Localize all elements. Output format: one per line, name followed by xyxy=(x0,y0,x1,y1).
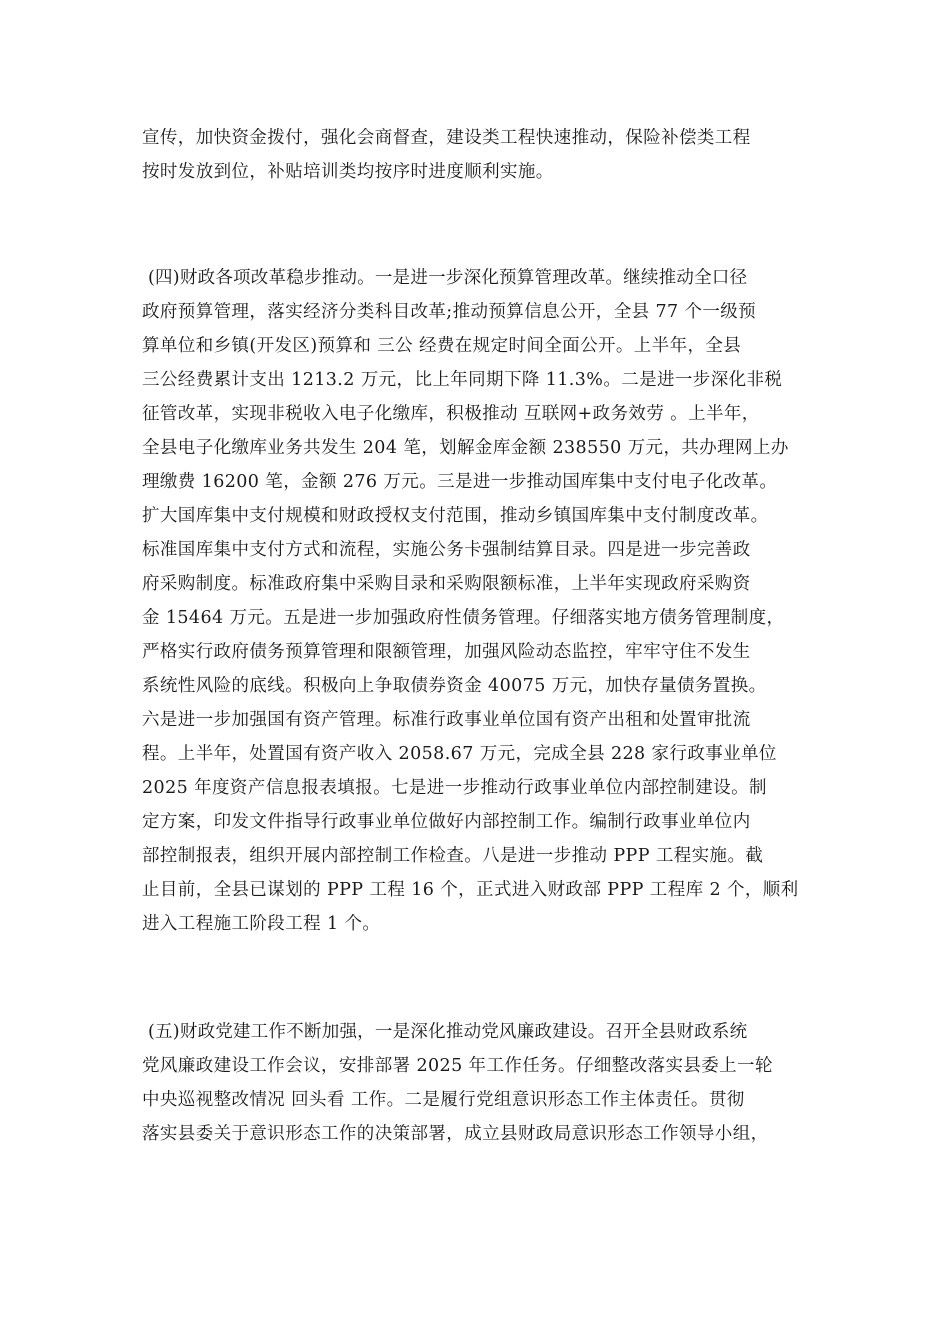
paragraph-2-line-6: 全县电子化缴库业务共发生 204 笔，划解金库金额 238550 万元，共办理网上办 xyxy=(142,438,789,458)
paragraph-3-line-1: (五)财政党建工作不断加强，一是深化推动党风廉政建设。召开全县财政系统 xyxy=(148,1022,748,1042)
paragraph-2-line-3: 算单位和乡镇(开发区)预算和 三公 经费在规定时间全面公开。上半年，全县 xyxy=(142,336,742,356)
paragraph-1-line-2: 按时发放到位，补贴培训类均按序时进度顺利实施。 xyxy=(142,162,554,182)
paragraph-2-line-19: 止目前，全县已谋划的 PPP 工程 16 个，正式进入财政部 PPP 工程库 2 个，顺利 xyxy=(142,880,799,900)
paragraph-2-line-8: 扩大国库集中支付规模和财政授权支付范围，推动乡镇国库集中支付制度改革。 xyxy=(142,506,769,526)
paragraph-3-line-2: 党风廉政建设工作会议，安排部署 2025 年工作任务。仔细整改落实县委上一轮 xyxy=(142,1056,773,1076)
paragraph-2-line-15: 程。上半年，处置国有资产收入 2058.67 万元，完成全县 228 家行政事业单位 xyxy=(142,744,777,764)
paragraph-2-line-17: 定方案，印发文件指导行政事业单位做好内部控制工作。编制行政事业单位内 xyxy=(142,812,751,832)
paragraph-2-line-10: 府采购制度。标准政府集中采购目录和采购限额标准，上半年实现政府采购资 xyxy=(142,574,751,594)
paragraph-2-line-2: 政府预算管理，落实经济分类科目改革;推动预算信息公开，全县 77 个一级预 xyxy=(142,302,757,322)
paragraph-3-line-3: 中央巡视整改情况 回头看 工作。二是履行党组意识形态工作主体责任。贯彻 xyxy=(142,1090,745,1110)
paragraph-2-line-14: 六是进一步加强国有资产管理。标准行政事业单位国有资产出租和处置审批流 xyxy=(142,710,751,730)
paragraph-2-line-13: 系统性风险的底线。积极向上争取债券资金 40075 万元，加快存量债务置换。 xyxy=(142,676,767,696)
paragraph-3-line-4: 落实县委关于意识形态工作的决策部署，成立县财政局意识形态工作领导小组， xyxy=(142,1124,769,1144)
paragraph-2-line-5: 征管改革，实现非税收入电子化缴库，积极推动 互联网+政务效劳 。上半年， xyxy=(142,404,760,424)
paragraph-2-line-18: 部控制报表，组织开展内部控制工作检查。八是进一步推动 PPP 工程实施。截 xyxy=(142,846,764,866)
paragraph-2-line-9: 标准国库集中支付方式和流程，实施公务卡强制结算目录。四是进一步完善政 xyxy=(142,540,751,560)
paragraph-2-line-7: 理缴费 16200 笔，金额 276 万元。三是进一步推动国库集中支付电子化改革。 xyxy=(142,472,778,492)
paragraph-2-line-11: 金 15464 万元。五是进一步加强政府性债务管理。仔细落实地方债务管理制度， xyxy=(142,608,785,628)
paragraph-2-line-20: 进入工程施工阶段工程 1 个。 xyxy=(142,914,381,934)
paragraph-2-line-12: 严格实行政府债务预算管理和限额管理，加强风险动态监控，牢牢守住不发生 xyxy=(142,642,751,662)
paragraph-2-line-4: 三公经费累计支出 1213.2 万元，比上年同期下降 11.3%。二是进一步深化非税 xyxy=(142,370,783,390)
paragraph-1-line-1: 宣传，加快资金拨付，强化会商督查，建设类工程快速推动，保险补偿类工程 xyxy=(142,128,751,148)
paragraph-2-line-1: (四)财政各项改革稳步推动。一是进一步深化预算管理改革。继续推动全口径 xyxy=(148,268,748,288)
paragraph-2-line-16: 2025 年度资产信息报表填报。七是进一步推动行政事业单位内部控制建设。制 xyxy=(142,778,767,798)
